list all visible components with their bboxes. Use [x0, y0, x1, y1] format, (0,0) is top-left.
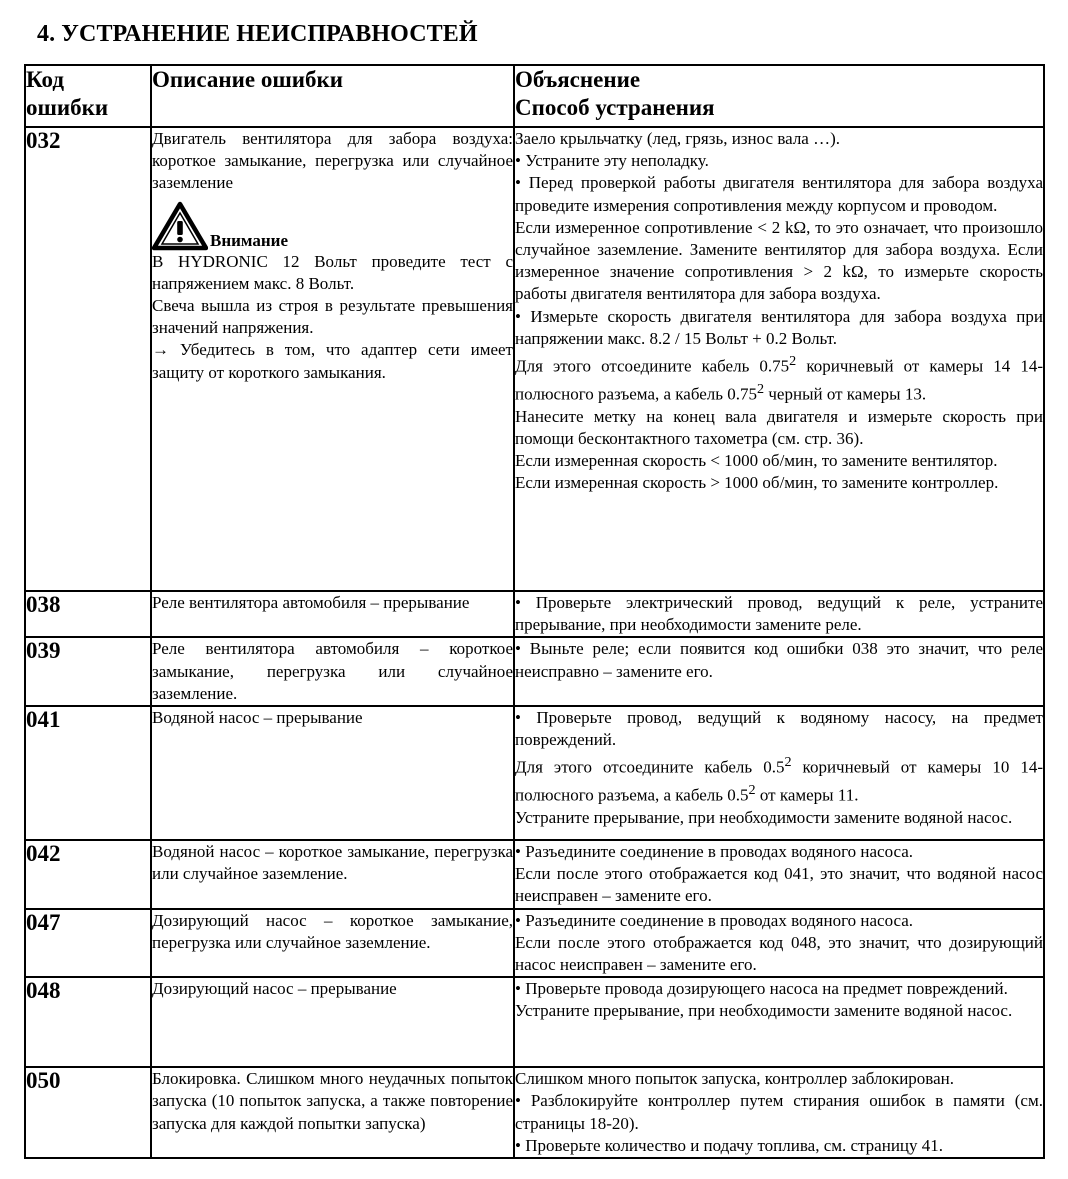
error-description: Реле вентилятора автомобиля – прерывание: [151, 591, 514, 637]
error-explanation: [514, 909, 1044, 978]
superscript: 2: [748, 782, 756, 799]
table-header-row: [25, 65, 1044, 127]
error-explanation: [514, 1067, 1044, 1158]
explanation-text: • Разъедините соединение в проводах водяного насоса.: [515, 842, 914, 862]
explanation-text: Если измеренная скорость < 1000 об/мин, то замените вентилятор.: [515, 451, 998, 471]
header-description: Описание ошибки: [151, 65, 514, 127]
explanation-text: • Разъедините соединение в проводах водяного насоса.: [515, 910, 914, 930]
table-row: [25, 637, 1044, 706]
explanation-text: Если измеренная скорость > 1000 об/мин, то замените контроллер.: [515, 473, 999, 493]
error-description: Дозирующий насос – прерывание: [151, 977, 514, 1067]
explanation-text: Если после этого отображается код 048, это значит, что дозирующий насос неисправен – замените его.: [515, 932, 1043, 975]
header-code-line1: Код: [26, 67, 65, 92]
cable-text: от камеры 11.: [755, 785, 859, 805]
page-title: 4. УСТРАНЕНИЕ НЕИСПРАВНОСТЕЙ: [37, 21, 478, 47]
error-description: [151, 127, 514, 591]
error-code: 032: [25, 127, 151, 591]
explanation-text: • Проверьте количество и подачу топлива, см. страницу 41.: [515, 1135, 944, 1155]
error-code: 042: [25, 840, 151, 909]
description-text: В HYDRONIC 12 Вольт проведите тест с напряжением макс. 8 Вольт.: [152, 251, 513, 293]
explanation-cable-text: [515, 751, 1043, 807]
table-row: [25, 591, 1044, 637]
explanation-text: Устраните прерывание, при необходимости замените водяной насос.: [515, 808, 1013, 828]
error-description: Реле вентилятора автомобиля – короткое замыкание, перегрузка или случайное заземление.: [151, 637, 514, 706]
cable-text: коричневый от камеры 10 14-полюсного разъема, а кабель 0.5: [515, 758, 1044, 805]
explanation-text: • Выньте реле; если появится код ошибки 038 это значит, что реле неисправно – замените его.: [515, 639, 1043, 681]
table-row: [25, 1067, 1044, 1158]
explanation-text: Заело крыльчатку (лед, грязь, износ вала …).: [515, 129, 841, 148]
header-explanation-line2: Способ устранения: [515, 95, 715, 120]
error-description: Водяной насос – короткое замыкание, перегрузка или случайное заземление.: [151, 840, 514, 909]
description-text: Свеча вышла из строя в результате превышения значений напряжения.: [152, 296, 513, 338]
error-explanation: [514, 706, 1044, 840]
superscript: 2: [789, 353, 797, 370]
warning-block: [152, 199, 513, 251]
warning-label: Внимание: [210, 230, 289, 250]
explanation-text: • Разблокируйте контроллер путем стирания ошибок в памяти (см. страницы 18-20).: [515, 1091, 1043, 1133]
error-code: 048: [25, 977, 151, 1067]
error-explanation: [514, 127, 1044, 591]
error-code: 038: [25, 591, 151, 637]
table-row: [25, 127, 1044, 591]
error-code: 050: [25, 1067, 151, 1158]
header-code: [25, 65, 151, 127]
cable-text: Для этого отсоедините кабель 0.75: [515, 356, 790, 376]
error-explanation: [514, 591, 1044, 637]
header-explanation: [514, 65, 1044, 127]
error-code: 047: [25, 909, 151, 978]
explanation-text: Если измеренное сопротивление < 2 kΩ, то это означает, что произошло случайное заземление. Замените вентилятор для забора воздуха. Если измеренное значение сопротивления > 2 kΩ, то измерьте скорость работы двигателя вентилятора для забора воздуха.: [515, 217, 1043, 304]
table-row: [25, 909, 1044, 978]
error-code: 039: [25, 637, 151, 706]
description-text: Двигатель вентилятора для забора воздуха: короткое замыкание, перегрузка или случайное заземление: [152, 129, 513, 193]
error-description: Дозирующий насос – короткое замыкание, перегрузка или случайное заземление.: [151, 909, 514, 978]
error-explanation: [514, 637, 1044, 706]
cable-text: Для этого отсоедините кабель 0.5: [515, 758, 785, 778]
header-explanation-line1: Объяснение: [515, 67, 641, 92]
warning-triangle-icon: [152, 201, 208, 251]
table-row: [25, 706, 1044, 840]
explanation-text: • Устраните эту неполадку.: [515, 151, 709, 171]
cable-text: коричневый от камеры 14 14-полюсного разъема, а кабель 0.75: [515, 356, 1044, 404]
explanation-cable-text: [515, 350, 1043, 406]
error-description: Водяной насос – прерывание: [151, 706, 514, 840]
cable-text: черный от камеры 13.: [764, 384, 927, 404]
explanation-text: • Проверьте электрический провод, ведущий к реле, устраните прерывание, при необходимости замените реле.: [515, 593, 1043, 635]
explanation-text: Слишком много попыток запуска, контроллер заблокирован.: [515, 1069, 954, 1089]
explanation-text: Устраните прерывание, при необходимости замените водяной насос.: [515, 1001, 1013, 1021]
explanation-text: • Проверьте провода дозирующего насоса на предмет повреждений.: [515, 979, 1008, 999]
error-explanation: [514, 977, 1044, 1067]
superscript: 2: [757, 380, 765, 397]
error-description: Блокировка. Слишком много неудачных попыток запуска (10 попыток запуска, а также повторение запуска для каждой попытки запуска): [151, 1067, 514, 1158]
table-row: [25, 840, 1044, 909]
error-explanation: [514, 840, 1044, 909]
explanation-text: • Перед проверкой работы двигателя вентилятора для забора воздуха проведите измерения сопротивления между корпусом и проводом.: [515, 173, 1043, 215]
header-code-line2: ошибки: [26, 95, 109, 120]
explanation-text: Нанесите метку на конец вала двигателя и измерьте скорость при помощи бесконтактного тахометра (см. стр. 36).: [515, 406, 1043, 448]
troubleshooting-table: [24, 64, 1045, 1159]
error-code: 041: [25, 706, 151, 840]
explanation-text: Если после этого отображается код 041, это значит, что водяной насос неисправен – замените его.: [515, 864, 1043, 906]
table-row: [25, 977, 1044, 1067]
superscript: 2: [784, 754, 792, 771]
explanation-text: • Измерьте скорость двигателя вентилятора для забора воздуха при напряжении макс. 8.2 / 15 Вольт + 0.2 Вольт.: [515, 306, 1043, 348]
description-text: → Убедитесь в том, что адаптер сети имеет защиту от короткого замыкания.: [152, 340, 513, 382]
explanation-text: • Проверьте провод, ведущий к водяному насосу, на предмет повреждений.: [515, 708, 1043, 750]
